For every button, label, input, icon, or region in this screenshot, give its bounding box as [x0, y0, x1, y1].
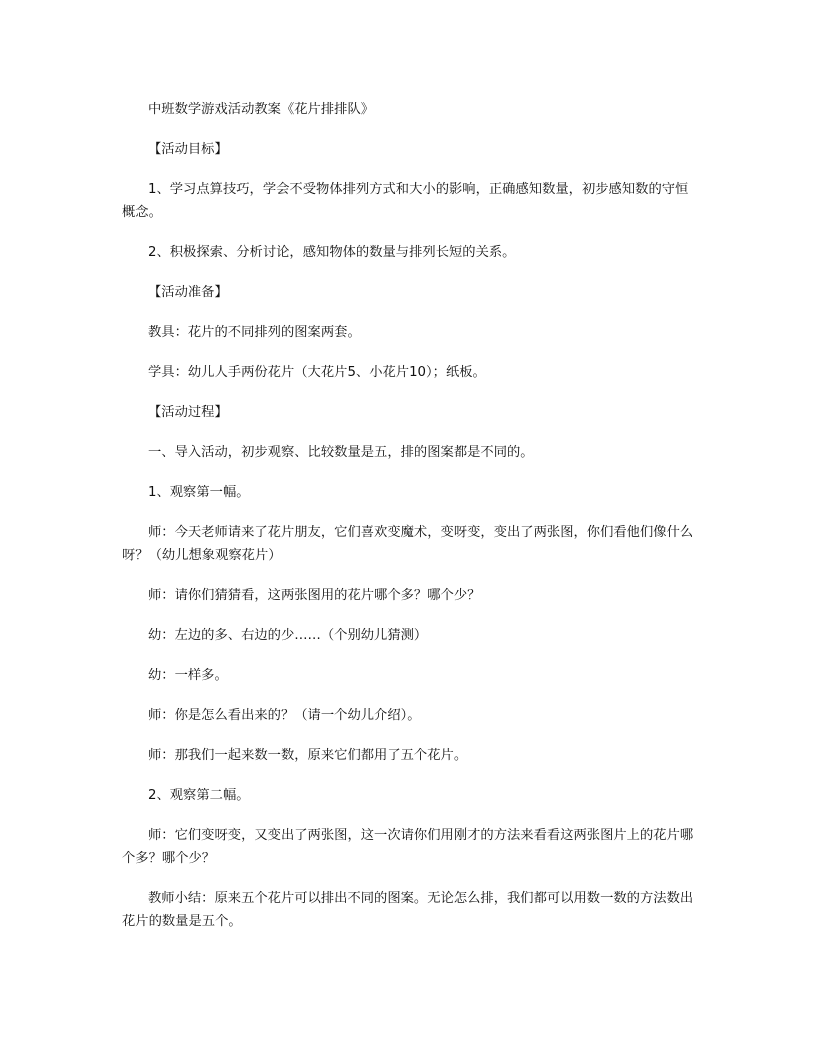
section-heading-goals: 【活动目标】 — [148, 142, 228, 157]
teacher-summary: 教师小结：原来五个花片可以排出不同的图案。无论怎么排，我们都可以用数一数的方法数出花片的数量是五个。 — [122, 891, 694, 929]
dialogue-line: 师：请你们猜猜看，这两张图用的花片哪个多？哪个少？ — [148, 588, 481, 603]
document-body — [122, 98, 694, 950]
goal-item-1: 1、学习点算技巧，学会不受物体排列方式和大小的影响，正确感知数量，初步感知数的守恒概念。 — [122, 182, 689, 220]
dialogue-line: 幼：左边的多、右边的少……（个别幼儿猜测） — [148, 628, 428, 643]
process-step-1: 一、导入活动，初步观察、比较数量是五，排的图案都是不同的。 — [148, 445, 534, 460]
preparation-learning-aids: 学具：幼儿人手两份花片（大花片5、小花片10）；纸板。 — [148, 365, 486, 380]
process-substep-1: 1、观察第一幅。 — [148, 485, 250, 500]
dialogue-line: 师：它们变呀变，又变出了两张图，这一次请你们用刚才的方法来看看这两张图片上的花片哪个多？哪个少？ — [122, 828, 694, 866]
goal-item-2: 2、积极探索、分析讨论，感知物体的数量与排列长短的关系。 — [148, 245, 516, 260]
process-substep-2: 2、观察第二幅。 — [148, 788, 250, 803]
section-heading-preparation: 【活动准备】 — [148, 285, 228, 300]
dialogue-line: 幼：一样多。 — [148, 668, 228, 683]
dialogue-line: 师：今天老师请来了花片朋友，它们喜欢变魔术，变呀变，变出了两张图，你们看他们像什么呀？（幼儿想象观察花片） — [122, 525, 694, 563]
preparation-teaching-aids: 教具：花片的不同排列的图案两套。 — [148, 325, 361, 340]
document-title: 中班数学游戏活动教案《花片排排队》 — [148, 102, 375, 117]
dialogue-line: 师：那我们一起来数一数，原来它们都用了五个花片。 — [148, 748, 468, 763]
section-heading-process: 【活动过程】 — [148, 405, 228, 420]
dialogue-line: 师：你是怎么看出来的？（请一个幼儿介绍）。 — [148, 708, 421, 723]
